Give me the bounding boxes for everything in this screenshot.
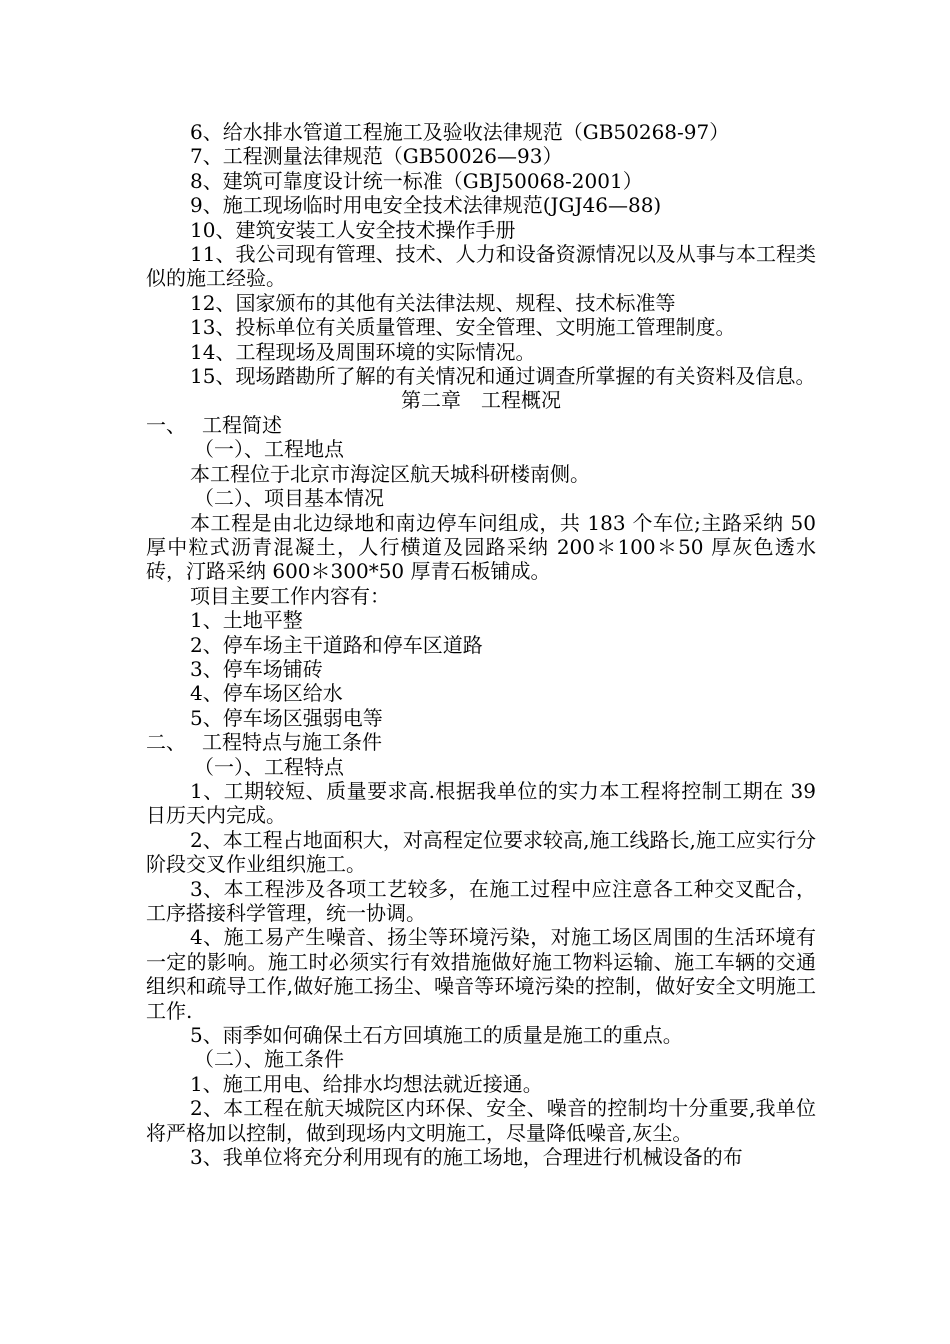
feature-item: 1、工期较短、质量要求高.根据我单位的实力本工程将控制工期在 39 日历天内完成。: [146, 778, 816, 828]
work-item: 4、停车场区给水: [190, 681, 343, 706]
feature-item: 5、雨季如何确保土石方回填施工的质量是施工的重点。: [190, 1023, 683, 1048]
subsection-title: （一）、工程地点: [194, 437, 344, 462]
work-item: 2、停车场主干道路和停车区道路: [190, 632, 483, 657]
work-item: 3、停车场铺砖: [190, 656, 323, 681]
paragraph: 项目主要工作内容有：: [190, 583, 390, 608]
feature-item: 2、本工程占地面积大，对高程定位要求较高,施工线路长,施工应实行分阶段交叉作业组织施工。: [146, 827, 816, 877]
reference-item: 12、国家颁布的其他有关法律法规、规程、技术标准等: [190, 290, 676, 315]
reference-item: 13、投标单位有关质量管理、安全管理、文明施工管理制度。: [190, 315, 736, 340]
condition-item: 3、我单位将充分利用现有的施工场地，合理进行机械设备的布: [190, 1145, 743, 1170]
section-number: 二、: [146, 730, 186, 755]
work-item: 5、停车场区强弱电等: [190, 705, 383, 730]
section-heading: [146, 413, 816, 437]
condition-item: 1、施工用电、给排水均想法就近接通。: [190, 1071, 543, 1096]
reference-item: 11、我公司现有管理、技术、人力和设备资源情况以及从事与本工程类似的施工经验。: [146, 242, 816, 291]
reference-item: 6、给水排水管道工程施工及验收法律规范（GB50268-97）: [190, 120, 730, 144]
subsection-title: （一）、工程特点: [194, 754, 344, 779]
reference-item: 7、工程测量法律规范（GB50026—93）: [190, 144, 563, 169]
condition-item: 2、本工程在航天城院区内环保、安全、噪音的控制均十分重要,我单位将严格加以控制，做到现场内文明施工，尽量降低噪音,灰尘。: [146, 1096, 816, 1145]
section-title: 工程简述: [202, 412, 282, 437]
reference-item: 10、建筑安装工人安全技术操作手册: [190, 217, 516, 242]
work-item: 1、土地平整: [190, 608, 303, 633]
section-heading: [146, 730, 816, 754]
reference-item: 9、施工现场临时用电安全技术法律规范(JGJ46—88): [190, 193, 662, 218]
paragraph: 本工程是由北边绿地和南边停车问组成，共 183 个车位;主路采纳 50 厚中粒式沥青混凝土，人行横道及园路采纳 200＊100＊50 厚灰色透水砖，汀路采纳 600＊300*50 厚青石板铺成。: [146, 510, 816, 584]
reference-item: 14、工程现场及周围环境的实际情况。: [190, 339, 536, 364]
section-number: 一、: [146, 412, 186, 437]
paragraph: 本工程位于北京市海淀区航天城科研楼南侧。: [190, 461, 590, 486]
subsection-title: （二）、项目基本情况: [194, 486, 384, 511]
chapter-title: 第二章 工程概况: [401, 388, 561, 413]
document-page: [146, 120, 816, 1169]
subsection-title: （二）、施工条件: [194, 1047, 344, 1072]
feature-item: 4、施工易产生噪音、扬尘等环境污染，对施工场区周围的生活环境有一定的影响。施工时必须实行有效措施做好施工物料运输、施工车辆的交通组织和疏导工作,做好施工扬尘、噪音等环境污染的控制，做好安全文明施工工作.: [146, 925, 816, 1023]
reference-item: 8、建筑可靠度设计统一标准（GBJ50068-2001）: [190, 168, 643, 193]
reference-item: 15、现场踏勘所了解的有关情况和通过调查所掌握的有关资料及信息。: [190, 364, 816, 389]
section-title: 工程特点与施工条件: [202, 730, 382, 755]
feature-item: 3、本工程涉及各项工艺较多，在施工过程中应注意各工种交叉配合，工序搭接科学管理，统一协调。: [146, 876, 816, 925]
